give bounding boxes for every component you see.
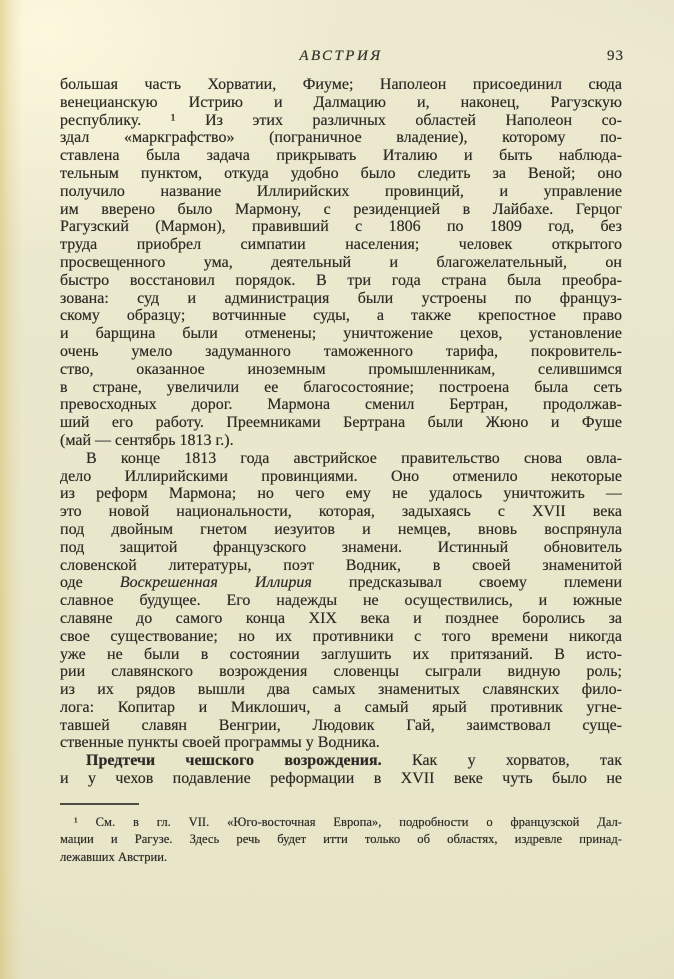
text-segment: республику. ¹ Из этих различных областей Наполеон со- xyxy=(60,111,622,129)
text-segment: словенской литературы, поэт Водник, в своей знаменитой xyxy=(60,556,622,574)
text-segment: получило название Иллирийских провинций, и управление xyxy=(60,182,622,200)
text-segment: быстро восстановил порядок. В три года страна была преобра- xyxy=(60,271,622,289)
text-line xyxy=(60,663,622,681)
text-line xyxy=(60,379,622,397)
text-segment: превосходных дорог. Мармона сменил Бертран, продолжав- xyxy=(60,396,622,414)
text-segment: им вверено было Мармону, с резиденцией в Лайбахе. Герцог xyxy=(60,200,622,218)
text-line xyxy=(60,165,622,183)
text-segment: дело Иллирийскими провинциями. Оно отменило некоторые xyxy=(60,467,622,485)
text-line xyxy=(60,521,622,539)
running-header-title: АВСТРИЯ xyxy=(299,48,383,64)
text-segment: славяне до самого конца XIX века и позднее боролись за xyxy=(60,609,622,627)
text-segment: Как у хорватов, так xyxy=(381,752,622,770)
text-segment: и барщина были отменены; уничтожение цехов, установление xyxy=(60,325,622,343)
page-number: 93 xyxy=(607,48,624,64)
text-segment: под защитой французского знамени. Истинный обновитель xyxy=(60,538,622,556)
text-line xyxy=(60,343,622,361)
paragraph xyxy=(60,76,622,450)
text-line xyxy=(60,485,622,503)
footnote xyxy=(60,814,622,866)
text-segment: труда приобрел симпатии населения; человек открытого xyxy=(60,236,622,254)
text-segment: под двойным гнетом иезуитов и немцев, вновь воспрянула xyxy=(60,520,622,538)
text-segment: Рагузский (Мармон), правивший с 1806 по 1809 год, без xyxy=(60,218,622,236)
text-line xyxy=(60,76,622,94)
body-text xyxy=(60,76,622,788)
text-segment: лежавших Австрии. xyxy=(60,849,168,864)
text-line xyxy=(60,752,622,770)
text-segment: скому образцу; вотчинные суды, а также крепостное право xyxy=(60,307,622,325)
paragraph xyxy=(60,752,622,788)
text-line xyxy=(60,236,622,254)
text-line xyxy=(60,503,622,521)
text-line xyxy=(60,129,622,147)
text-segment: ставлена была задача прикрывать Италию и быть наблюда- xyxy=(60,147,622,165)
text-segment: мации и Рагузе. Здесь речь будет итти только об областях, издревле принад- xyxy=(60,832,622,847)
text-line xyxy=(60,325,622,343)
text-line xyxy=(60,272,622,290)
text-line xyxy=(60,717,622,735)
text-line xyxy=(60,734,622,752)
text-line xyxy=(60,699,622,717)
text-line xyxy=(60,592,622,610)
text-line xyxy=(60,681,622,699)
text-segment: из реформ Мармона; но чего ему не удалось уничтожить — xyxy=(60,485,622,503)
text-segment: тельным пунктом, откуда удобно было следить за Веной; оно xyxy=(60,164,622,182)
text-segment: уже не были в состоянии заглушить их притязаний. В исто- xyxy=(60,645,622,663)
text-segment: очень умело задуманного таможенного тарифа, покровитель- xyxy=(60,342,622,360)
text-line xyxy=(60,432,622,450)
text-line xyxy=(60,112,622,130)
text-line xyxy=(60,574,622,592)
italic-title: Воскрешенная Иллирия xyxy=(119,574,312,592)
text-segment: венецианскую Истрию и Далмацию и, наконец, Рагузскую xyxy=(60,93,622,111)
text-line xyxy=(60,849,622,866)
bold-run-in-heading: Предтечи чешского возрождения. xyxy=(86,752,382,770)
text-segment: зована: суд и администрация были устроены по француз- xyxy=(60,289,622,307)
text-segment: славное будущее. Его надежды не осуществились, и южные xyxy=(60,592,622,610)
text-line xyxy=(60,646,622,664)
text-segment: ственные пункты своей программы у Водника. xyxy=(60,734,380,752)
text-line xyxy=(60,814,622,831)
text-line xyxy=(60,254,622,272)
text-segment: (май — сентябрь 1813 г.). xyxy=(60,431,234,449)
text-segment: ство, оказанное иноземным промышленникам, селившимся xyxy=(60,360,622,378)
text-segment: в стране, увеличили ее благосостояние; построена была сеть xyxy=(60,378,622,396)
text-segment: ший его работу. Преемниками Бертрана были Жюно и Фуше xyxy=(60,414,622,432)
footnote-divider xyxy=(60,803,139,805)
text-line xyxy=(60,450,622,468)
paragraph xyxy=(60,450,622,753)
text-line xyxy=(60,414,622,432)
text-line xyxy=(60,147,622,165)
text-line xyxy=(60,628,622,646)
text-segment: рии славянского возрождения словенцы сыграли видную роль; xyxy=(60,663,622,681)
text-segment: свое существование; но их противники с того времени никогда xyxy=(60,627,622,645)
text-line xyxy=(60,610,622,628)
text-line xyxy=(60,218,622,236)
text-line xyxy=(60,290,622,308)
text-segment: лога: Копитар и Миклошич, а самый ярый противник угне- xyxy=(60,698,622,716)
text-segment: просвещенного ума, деятельный и благожелательный, он xyxy=(60,253,622,271)
text-segment: предсказывал своему племени xyxy=(311,574,622,592)
text-line xyxy=(60,539,622,557)
text-segment: В конце 1813 года австрийское правительство снова овла- xyxy=(86,449,622,467)
text-segment: оде xyxy=(60,574,120,592)
text-line xyxy=(60,770,622,788)
text-line xyxy=(60,831,622,848)
text-line xyxy=(60,557,622,575)
text-line xyxy=(60,307,622,325)
text-segment: здал «маркграфство» (пограничное владение), которому по- xyxy=(60,129,622,147)
text-line xyxy=(60,396,622,414)
text-segment: ¹ См. в гл. VII. «Юго-восточная Европа», подробности о французской Дал- xyxy=(74,815,622,829)
text-line xyxy=(60,468,622,486)
text-line xyxy=(60,201,622,219)
text-segment: из их рядов вышли два самых знаменитых славянских фило- xyxy=(60,681,622,699)
text-segment: и у чехов подавление реформации в XVII веке чуть было не xyxy=(60,770,622,788)
text-line xyxy=(60,94,622,112)
text-segment: это новой национальности, которая, задыхаясь с XVII века xyxy=(60,503,622,521)
text-line xyxy=(60,183,622,201)
text-segment: тавшей славян Венгрии, Людовик Гай, заимствовал суще- xyxy=(60,716,622,734)
text-segment: большая часть Хорватии, Фиуме; Наполеон присоединил сюда xyxy=(60,76,622,93)
text-line xyxy=(60,361,622,379)
